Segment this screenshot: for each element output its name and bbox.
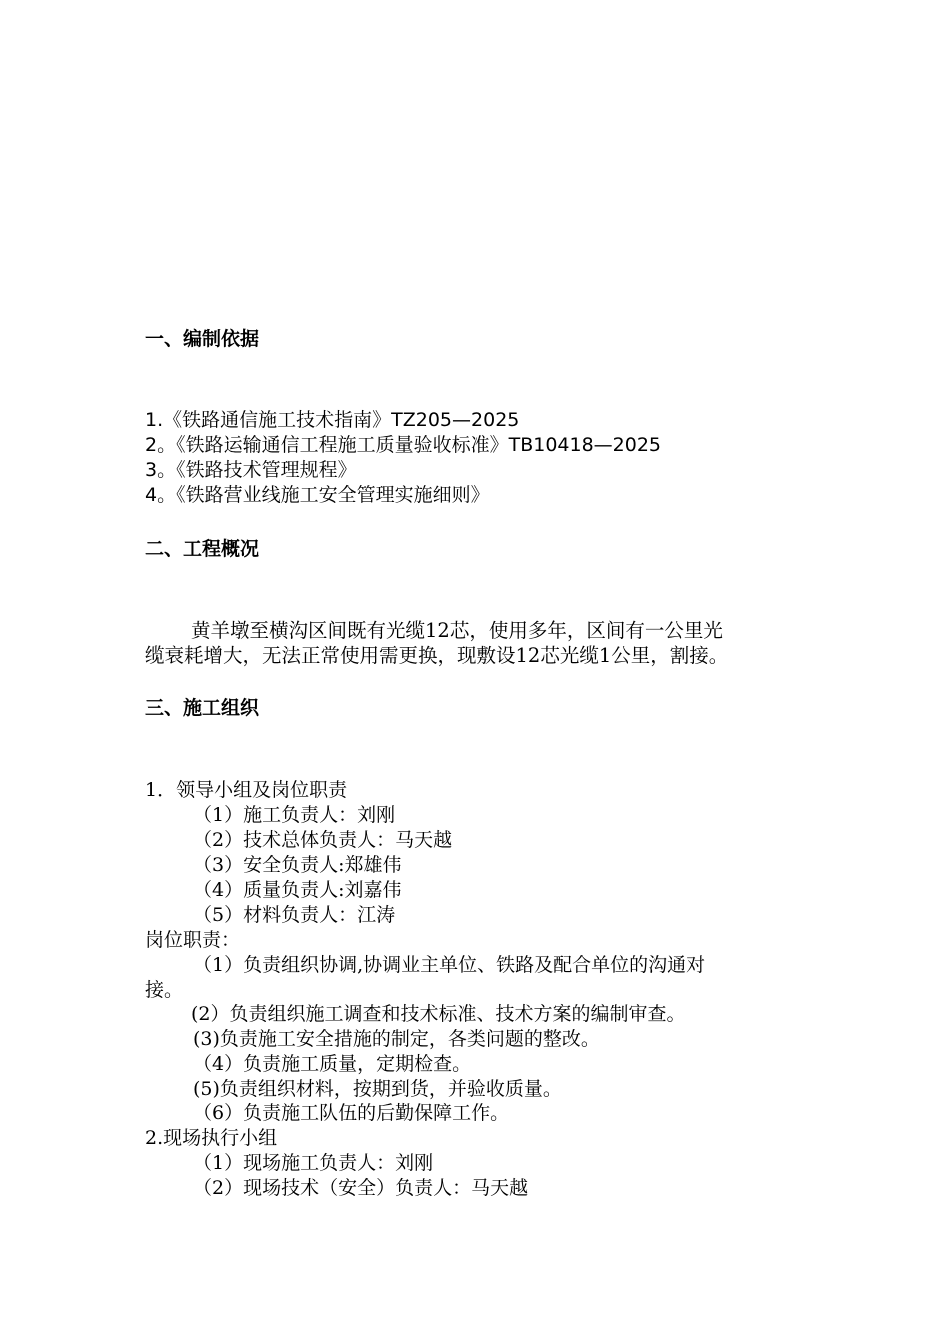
leader-item-4: （4）质量负责人:刘嘉伟 xyxy=(193,879,402,901)
duty-item-5: (5)负责组织材料，按期到货，并验收质量。 xyxy=(193,1078,562,1100)
basis-item-1: 1.《铁路通信施工技术指南》TZ205—2025 xyxy=(145,409,520,431)
section-heading-overview: 二、工程概况 xyxy=(145,538,260,560)
section-heading-organization: 三、施工组织 xyxy=(145,697,260,719)
duty-item-2: (2）负责组织施工调查和技术标准、技术方案的编制审查。 xyxy=(191,1003,686,1025)
duty-item-4: （4）负责施工质量，定期检查。 xyxy=(193,1053,472,1075)
leader-item-1: （1）施工负责人：刘刚 xyxy=(193,804,396,826)
execution-item-2: （2）现场技术（安全）负责人：马天越 xyxy=(193,1177,529,1199)
execution-item-1: （1）现场施工负责人：刘刚 xyxy=(193,1152,434,1174)
overview-paragraph-line-2: 缆衰耗增大，无法正常使用需更换，现敷设12芯光缆1公里，割接。 xyxy=(145,644,729,667)
execution-group-heading: 2.现场执行小组 xyxy=(145,1127,278,1149)
basis-item-4: 4。《铁路营业线施工安全管理实施细则》 xyxy=(145,484,490,506)
duty-item-3: (3)负责施工安全措施的制定，各类问题的整改。 xyxy=(193,1028,600,1050)
basis-item-2: 2。《铁路运输通信工程施工质量验收标准》TB10418—2025 xyxy=(145,434,662,456)
leader-item-2: （2）技术总体负责人：马天越 xyxy=(193,829,453,851)
duty-item-1-line-2: 接。 xyxy=(145,979,184,1001)
basis-item-3: 3。《铁路技术管理规程》 xyxy=(145,459,357,481)
leader-item-3: （3）安全负责人:郑雄伟 xyxy=(193,854,402,876)
leader-item-5: （5）材料负责人：江涛 xyxy=(193,904,396,926)
duty-item-6: （6）负责施工队伍的后勤保障工作。 xyxy=(193,1102,510,1124)
duty-item-1-line-1: （1）负责组织协调,协调业主单位、铁路及配合单位的沟通对 xyxy=(193,954,706,976)
leadership-group-heading: 1．领导小组及岗位职责 xyxy=(145,779,348,801)
duties-heading: 岗位职责： xyxy=(145,929,241,951)
section-heading-basis: 一、编制依据 xyxy=(145,328,260,350)
overview-paragraph-line-1: 黄羊墩至横沟区间既有光缆12芯，使用多年，区间有一公里光 xyxy=(191,619,723,642)
